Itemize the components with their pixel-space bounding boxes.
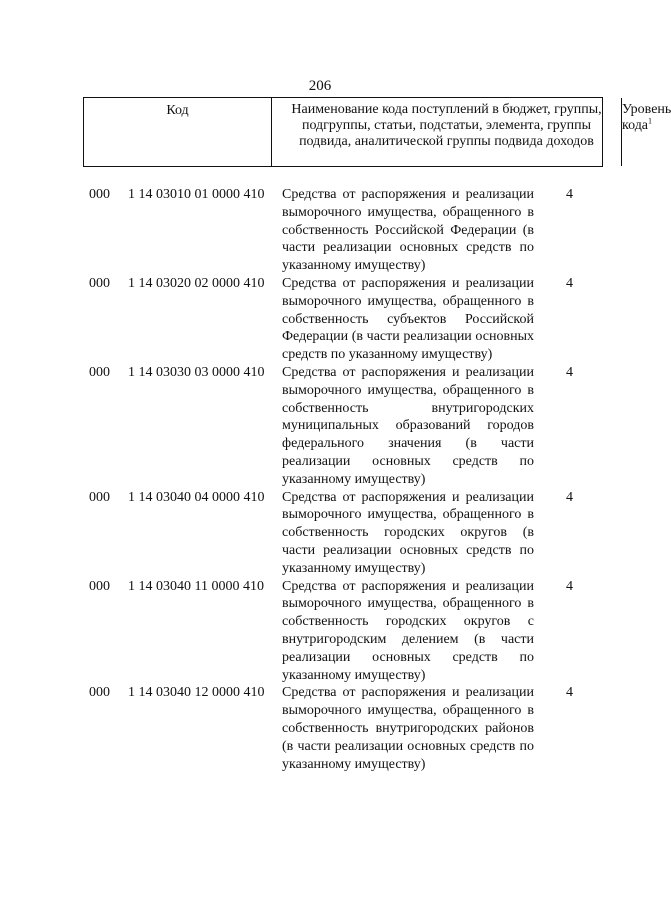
admin-code: 000 bbox=[89, 489, 110, 505]
income-description: Средства от распоряжения и реализации выморочного имущества, обращенного в собственность городских округов с внутригородским делением (в части реализации основных средств по указанному имуществу) bbox=[282, 578, 534, 683]
admin-code: 000 bbox=[89, 187, 110, 202]
admin-code: 000 bbox=[89, 275, 110, 291]
code-level: 4 bbox=[566, 187, 573, 202]
table-header bbox=[83, 97, 671, 167]
income-description: Средства от распоряжения и реализации выморочного имущества, обращенного в собственность внутригородских муниципальных образований городов федерального значения (в части реализации основных средств по указанному имуществу) bbox=[282, 364, 534, 487]
header-code: Код bbox=[84, 98, 272, 166]
header-name: Наименование кода поступлений в бюджет, группы, подгруппы, статьи, подстатьи, элемента, группы подвида, аналитической группы подвида доходов bbox=[272, 98, 622, 166]
income-description: Средства от распоряжения и реализации выморочного имущества, обращенного в собственность внутригородских районов (в части реализации основных средств по указанному имуществу) bbox=[282, 685, 534, 772]
code-level: 4 bbox=[566, 685, 573, 701]
income-description: Средства от распоряжения и реализации выморочного имущества, обращенного в собственность субъектов Российской Федерации (в части реализации основных средств по указанному имуществу) bbox=[282, 275, 534, 363]
income-description: Средства от распоряжения и реализации выморочного имущества, обращенного в собственность Российской Федерации (в части реализации основных средств по указанному имуществу) bbox=[282, 187, 534, 274]
code-level: 4 bbox=[566, 489, 573, 505]
income-code: 1 14 03040 04 0000 410 bbox=[128, 489, 265, 505]
code-level: 4 bbox=[566, 578, 573, 594]
footnote-marker: 1 bbox=[648, 116, 653, 126]
table-row bbox=[0, 489, 640, 578]
table-row bbox=[0, 186, 640, 275]
income-code: 1 14 03040 11 0000 410 bbox=[128, 578, 264, 594]
header-level-label: Уровень кода bbox=[622, 102, 671, 133]
table-row bbox=[0, 275, 640, 364]
table-row bbox=[0, 364, 640, 489]
income-code: 1 14 03030 03 0000 410 bbox=[128, 364, 265, 380]
admin-code: 000 bbox=[89, 685, 110, 701]
income-code: 1 14 03040 12 0000 410 bbox=[128, 685, 265, 701]
income-code: 1 14 03020 02 0000 410 bbox=[128, 275, 265, 291]
code-table-body bbox=[0, 186, 640, 773]
code-level: 4 bbox=[566, 364, 573, 380]
admin-code: 000 bbox=[89, 364, 110, 380]
table-row bbox=[0, 578, 640, 685]
income-description: Средства от распоряжения и реализации выморочного имущества, обращенного в собственность городских округов (в части реализации основных средств по указанному имуществу) bbox=[282, 489, 534, 576]
table-row bbox=[0, 684, 640, 773]
page-number: 206 bbox=[308, 78, 332, 94]
code-level: 4 bbox=[566, 275, 573, 291]
admin-code: 000 bbox=[89, 578, 110, 594]
income-code: 1 14 03010 01 0000 410 bbox=[128, 187, 265, 202]
